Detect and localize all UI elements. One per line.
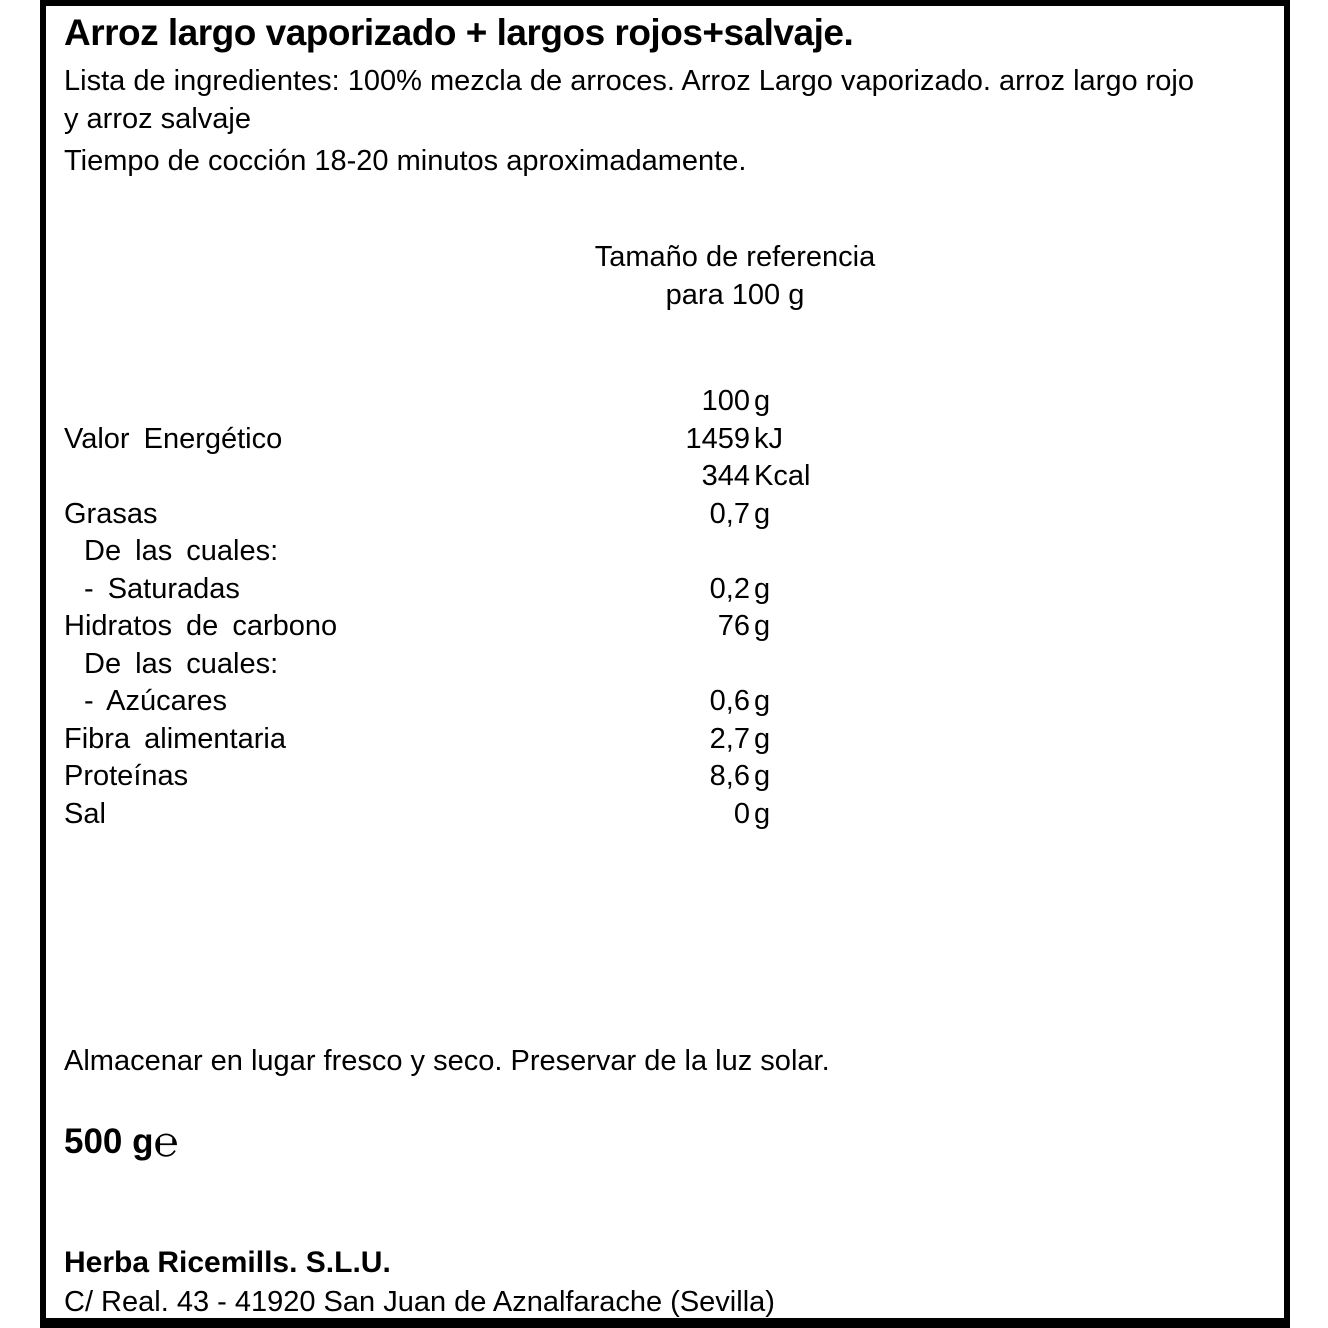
nutrient-unit: g: [754, 722, 771, 755]
nutrient-unit: g: [754, 497, 771, 530]
nutrition-row-fat: [64, 496, 1214, 534]
nutrient-label: - Saturadas: [84, 572, 240, 605]
nutrient-value: 0,6: [709, 685, 750, 717]
nutrient-value: 0: [733, 797, 750, 830]
nutrient-value: 8,6: [709, 760, 750, 792]
nutrient-value: 344: [701, 460, 750, 492]
cooking-time-text: Tiempo de cocción 18-20 minutos aproximadamente.: [64, 145, 747, 177]
manufacturer-name: Herba Ricemills. S.L.U.: [64, 1246, 391, 1279]
column-header-unit: g: [754, 385, 771, 417]
nutrient-unit: g: [754, 610, 771, 642]
nutrient-value: 0,7: [709, 497, 750, 530]
net-weight: [64, 1118, 179, 1166]
nutrient-label: Sal: [64, 797, 106, 830]
nutrient-unit: g: [754, 685, 771, 717]
nutrition-row-carbohydrate: [64, 608, 1214, 646]
reference-size-line1: Tamaño de referencia: [594, 241, 876, 273]
net-weight-value: 500 g: [64, 1122, 154, 1161]
nutrient-label: De las cuales:: [84, 535, 279, 567]
nutrient-label: Hidratos de carbono: [64, 610, 338, 642]
nutrition-row-energy-kcal: [64, 458, 1214, 496]
storage-instructions: Almacenar en lugar fresco y seco. Preservar de la luz solar.: [64, 1045, 830, 1077]
nutrition-row-saturates: [64, 571, 1214, 609]
nutrient-label: Fibra alimentaria: [64, 722, 286, 755]
nutrient-value: 76: [717, 610, 750, 642]
nutrient-label: Proteínas: [64, 760, 189, 792]
nutrient-value: 1459: [685, 422, 750, 455]
nutrition-row-fibre: [64, 721, 1214, 759]
nutrient-label: De las cuales:: [84, 647, 279, 680]
nutrient-label: - Azúcares: [84, 685, 227, 717]
column-header-value: 100: [701, 385, 750, 417]
nutrient-unit: Kcal: [754, 460, 811, 492]
nutrient-value: 0,2: [709, 572, 750, 605]
ingredients-text: Lista de ingredientes: 100% mezcla de arroces. Arroz Largo vaporizado. arroz largo rojo y arroz salvaje: [64, 65, 1194, 135]
nutrition-table: [64, 383, 1214, 833]
product-title: Arroz largo vaporizado + largos rojos+salvaje.: [64, 12, 854, 53]
nutrient-value: 2,7: [709, 722, 750, 755]
nutrition-row-energy-kj: [64, 421, 1214, 459]
nutrition-row-of-which-fat: [64, 533, 1214, 571]
nutrition-row-salt: [64, 796, 1214, 834]
nutrient-unit: g: [754, 797, 771, 830]
label-frame: [40, 0, 1290, 1328]
manufacturer-address: C/ Real. 43 - 41920 San Juan de Aznalfarache (Sevilla): [64, 1286, 775, 1318]
reference-size-heading: [435, 238, 1035, 314]
nutrition-row-protein: [64, 758, 1214, 796]
nutrition-row-of-which-carbs: [64, 646, 1214, 684]
nutrient-label: Grasas: [64, 497, 158, 530]
estimated-sign: ℮: [153, 1118, 179, 1165]
reference-size-line2: para 100 g: [665, 279, 805, 311]
nutrition-column-header: [64, 383, 1214, 421]
nutrient-unit: g: [754, 760, 771, 792]
nutrient-unit: g: [754, 572, 771, 605]
nutrient-label: Valor Energético: [64, 422, 283, 455]
nutrition-row-sugars: [64, 683, 1214, 721]
nutrient-unit: kJ: [754, 422, 783, 455]
